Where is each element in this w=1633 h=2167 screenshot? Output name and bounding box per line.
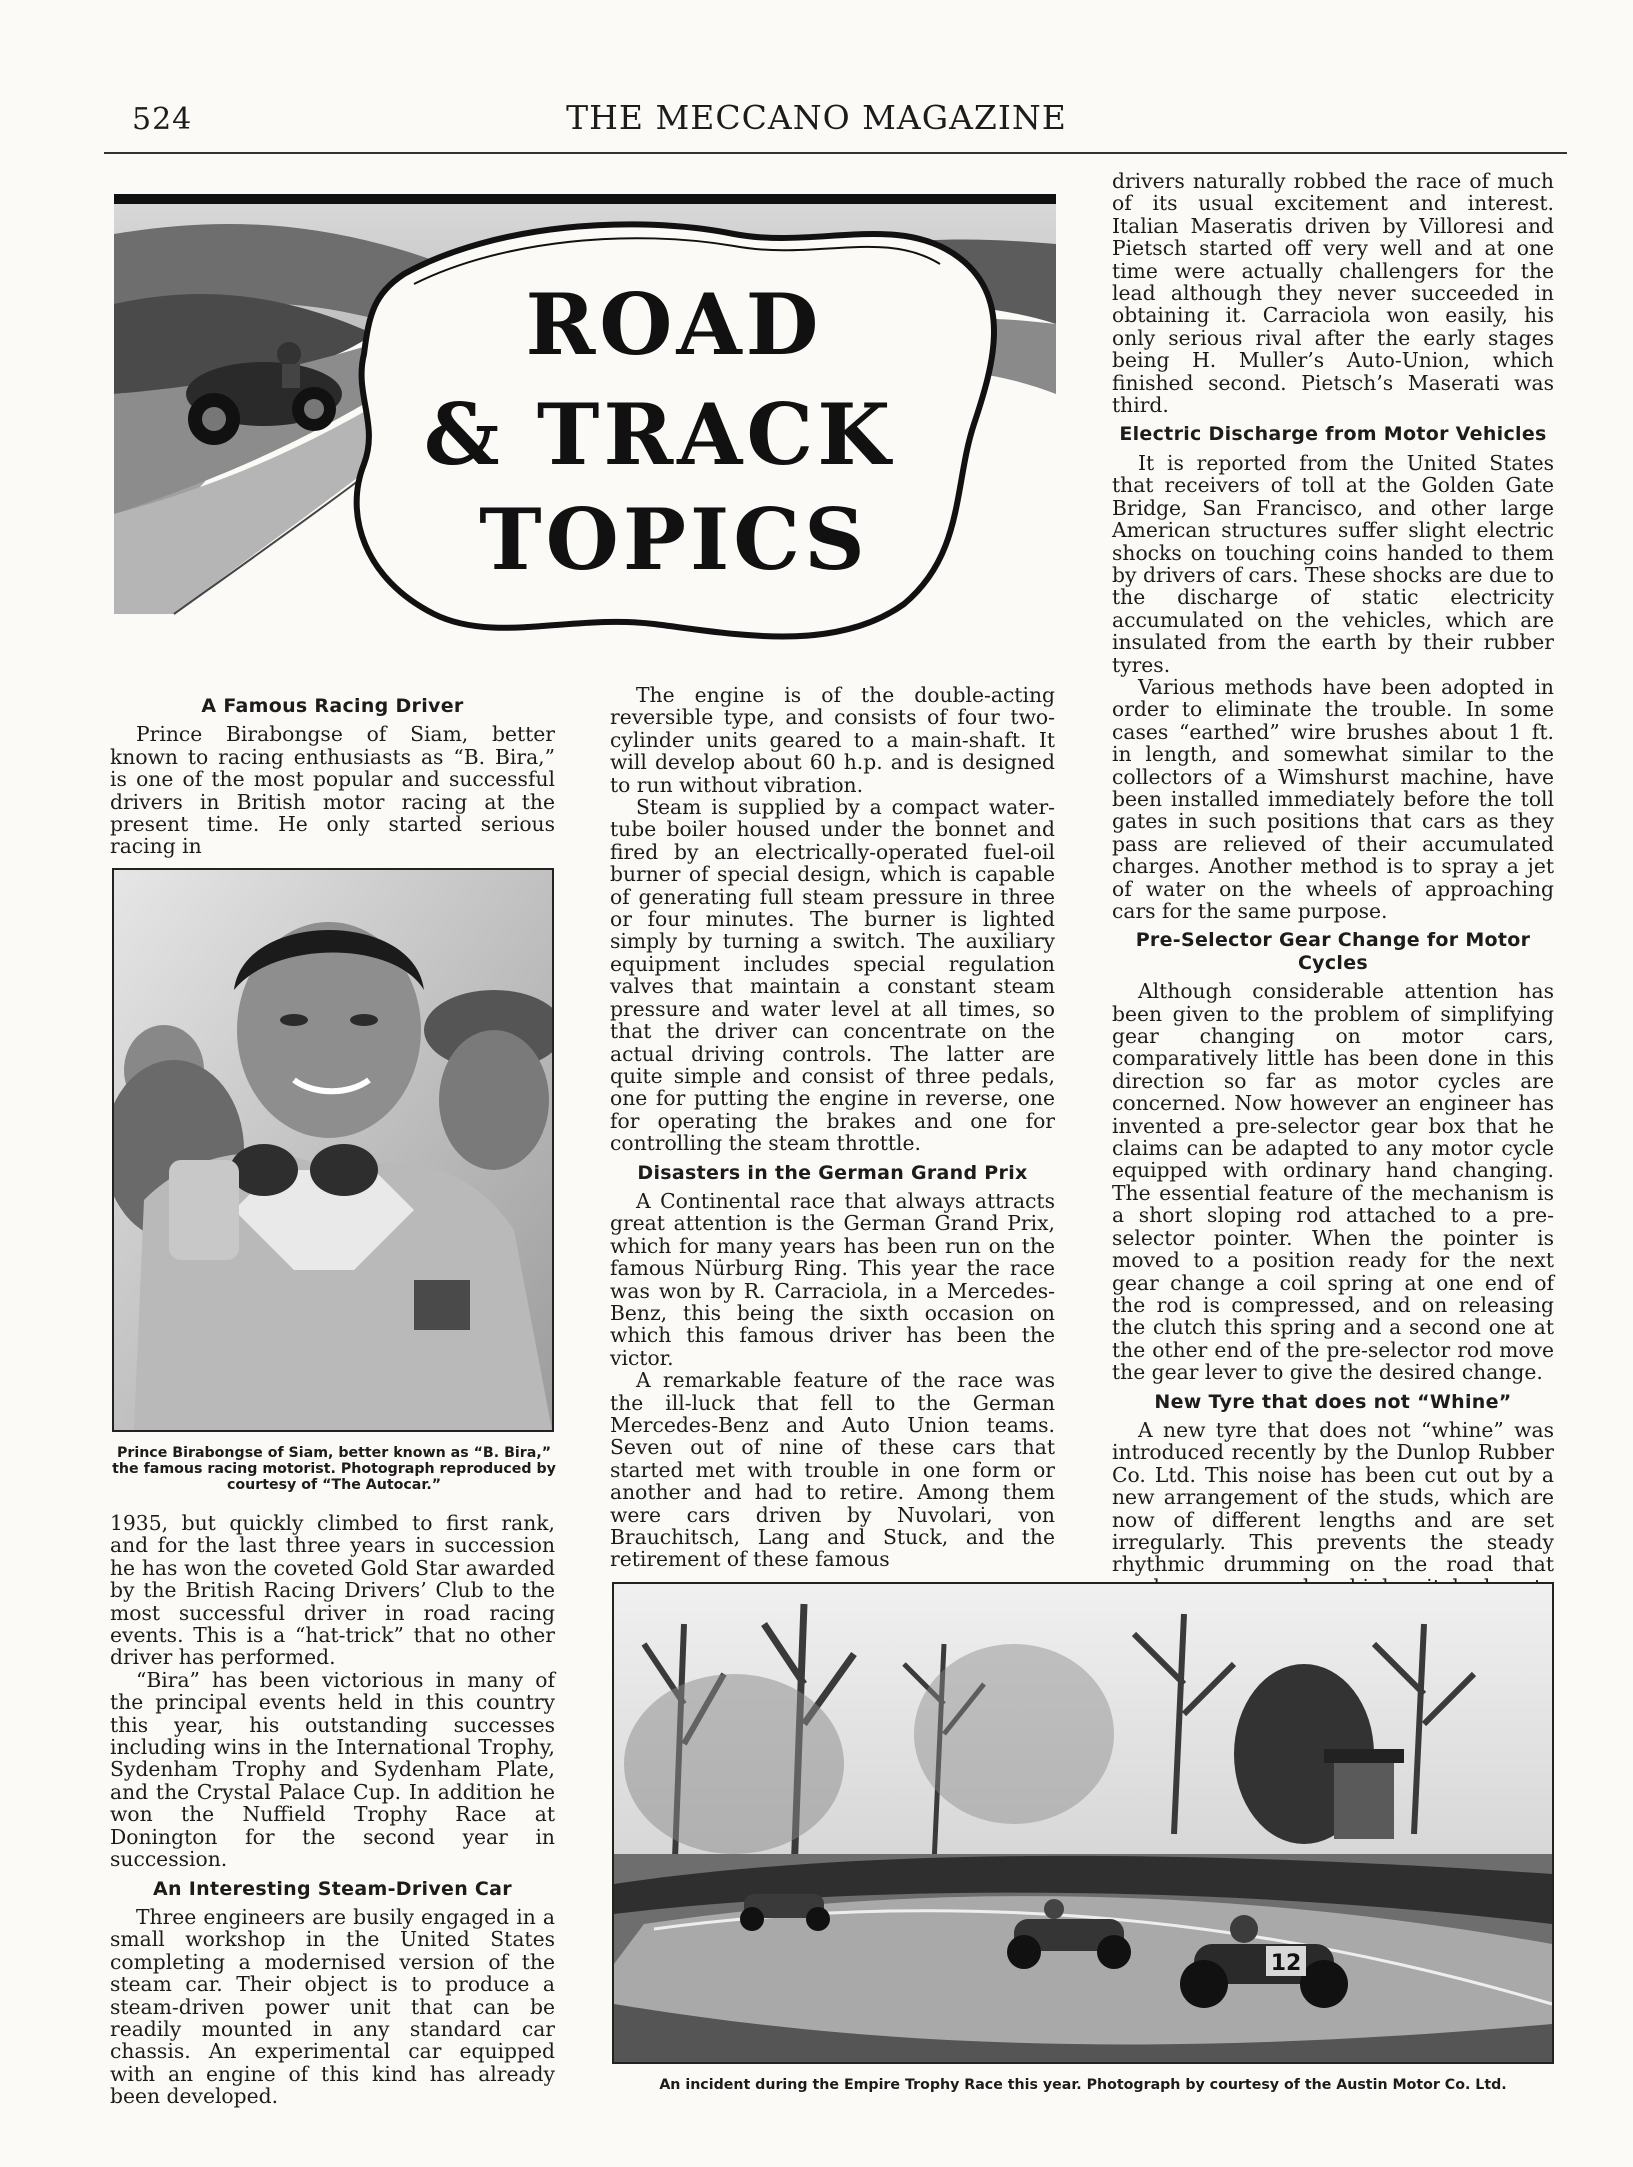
para-bira-continued: 1935, but quickly climbed to first rank, and for the last three years in succession he has won the coveted Gold Star awarded by the British Racing Drivers’ Club to the most successful driver in road racing events. This is a “hat-trick” that no other driver has performed. bbox=[110, 1511, 555, 1670]
column-3 bbox=[1112, 170, 1554, 1621]
para-pre-selector-gear: Although considerable attention has been given to the problem of simplifying gear changing on motor cars, comparatively little has been done in this direction so far as motor cycles are concerned. Now however an engineer has invented a pre-selector gear box that he claims can be adapted to any motor cycle equipped with ordinary hand changing. The essential feature of the mechanism is a short sloping rod attached to a pre-selector pointer. When the pointer is moved to a position ready for the next gear change a coil spring at one end of the rod is compressed, and on releasing the clutch this spring and a second one at the other end of the pre-selector rod move the gear lever to give the desired change. bbox=[1112, 979, 1554, 1385]
para-famous-racing-driver: Prince Birabongse of Siam, better known to racing enthusiasts as “B. Bira,” is one of the most popular and successful drivers in British motor racing at the present time. He only started serious racing in bbox=[110, 722, 555, 859]
bira-photo-caption: Prince Birabongse of Siam, better known as “B. Bira,” the famous racing motorist. Photograph reproduced by courtesy of “The Autocar.” bbox=[112, 1445, 556, 1493]
para-electric-discharge: It is reported from the United States that receivers of toll at the Golden Gate Bridge, San Francisco, and other large American structures suffer slight electric shocks on touching coins handed to them by drivers of cars. These shocks are due to the discharge of static electricity accumulated on the vehicles, which are insulated from the earth by their rubber tyres. bbox=[1112, 450, 1554, 677]
column-1-bottom bbox=[110, 1512, 555, 2108]
heading-famous-racing-driver: A Famous Racing Driver bbox=[201, 695, 464, 717]
heading-steam-driven-car: An Interesting Steam-Driven Car bbox=[153, 1877, 512, 1900]
bira-photo bbox=[112, 868, 554, 1432]
para-bira-victories: “Bira” has been victorious in many of the principal events held in this country this year, his outstanding successes including wins in the International Trophy, Sydenham Trophy and Sydenham Plate, and the Crystal Palace Cup. In addition he won the Nuffield Trophy Race at Donington for the second year in succession. bbox=[110, 1667, 555, 1872]
heading-pre-selector-gear: Pre-Selector Gear Change for Motor Cycles bbox=[1135, 929, 1531, 974]
column-2 bbox=[610, 684, 1055, 1571]
banner-illustration bbox=[114, 194, 1056, 654]
column-1-top bbox=[110, 688, 555, 858]
banner-title-road: ROAD bbox=[525, 275, 823, 374]
page-number: 524 bbox=[132, 102, 193, 137]
heading-german-grand-prix: Disasters in the German Grand Prix bbox=[637, 1161, 1028, 1184]
car-number-label: 12 bbox=[1270, 1951, 1302, 1976]
para-methods: Various methods have been adopted in order to eliminate the trouble. In some cases “earthed” wire brushes about 1 ft. in length, and somewhat similar to the collectors of a Wimshurst machine, have been installed immediately before the toll gates in such positions that cars as they pass are relieved of their accumulated charges. Another method is to spray a jet of water on the wheels of approaching cars for the same purpose. bbox=[1112, 674, 1554, 923]
banner-title-topics: TOPICS bbox=[479, 490, 869, 589]
masthead: THE MECCANO MAGAZINE bbox=[566, 98, 1067, 137]
para-steam-driven-car: Three engineers are busily engaged in a small workshop in the United States completing a modernised version of the steam car. Their object is to produce a steam-driven power unit that can be readily mounted in any standard car chassis. An experimental car equipped with an engine of this kind has already been developed. bbox=[110, 1904, 555, 2109]
race-photo bbox=[612, 1582, 1554, 2064]
race-scene bbox=[614, 1584, 1552, 2062]
para-new-tyre: A new tyre that does not “whine” was introduced recently by the Dunlop Rubber Co. Ltd. This noise has been cut out by a new arrangement of the studs, which are now of different lengths and are set irregularly. This prevents the steady rhythmic drumming on the road that bbox=[1112, 1417, 1554, 1577]
para-drivers-continued: drivers naturally robbed the race of much of its usual excitement and interest. Italian Maseratis driven by Villoresi and Pietsch started off very well and at one time were actually challengers for the lead although they never succeeded in obtaining it. Carraciola won easily, his only serious rival after the early stages being H. Muller’s Auto-Union, which finished second. Pietsch’s Maserati was third. bbox=[1112, 169, 1554, 418]
header-rule bbox=[104, 152, 1567, 154]
race-photo-caption: An incident during the Empire Trophy Race this year. Photograph by courtesy of the Austin Motor Co. Ltd. bbox=[659, 2077, 1507, 2093]
para-german-grand-prix: A Continental race that always attracts great attention is the German Grand Prix, which for many years has been run on the famous Nürburg Ring. This year the race was won by R. Carraciola, in a Mercedes-Benz, this being the sixth occasion on which this famous driver has been the victor. bbox=[610, 1188, 1055, 1370]
banner-title-track: & TRACK bbox=[423, 385, 895, 484]
bira-portrait bbox=[114, 870, 552, 1430]
title-banner bbox=[114, 194, 1056, 654]
para-remarkable-feature: A remarkable feature of the race was the ill-luck that fell to the German Mercedes-Benz and Auto Union teams. Seven out of nine of these cars that started met with trouble in one form or another and had to retire. Among them were cars driven by Nuvolari, von Brauchitsch, Lang and Stuck, and the retirement of these famous bbox=[610, 1368, 1055, 1572]
heading-electric-discharge: Electric Discharge from Motor Vehicles bbox=[1119, 423, 1547, 446]
para-engine: The engine is of the double-acting reversible type, and consists of four two-cylinder units geared to a main-shaft. It will develop about 60 h.p. and is designed to run without vibration. bbox=[610, 683, 1055, 797]
heading-new-tyre: New Tyre that does not “Whine” bbox=[1154, 1390, 1512, 1413]
para-steam-supply: Steam is supplied by a compact water-tube boiler housed under the bonnet and fired by an electrically-operated fuel-oil burner of special design, which is capable of generating full steam pressure in three or four minutes. The burner is lighted simply by turning a switch. The auxiliary equipment includes special regulation valves that maintain a constant steam pressure and water level at all times, so that the driver can concentrate on the actual driving controls. The latter are quite simple and consist of three pedals, one for putting the engine in reverse, one for operating the brakes and one for controlling the steam throttle. bbox=[610, 795, 1055, 1156]
